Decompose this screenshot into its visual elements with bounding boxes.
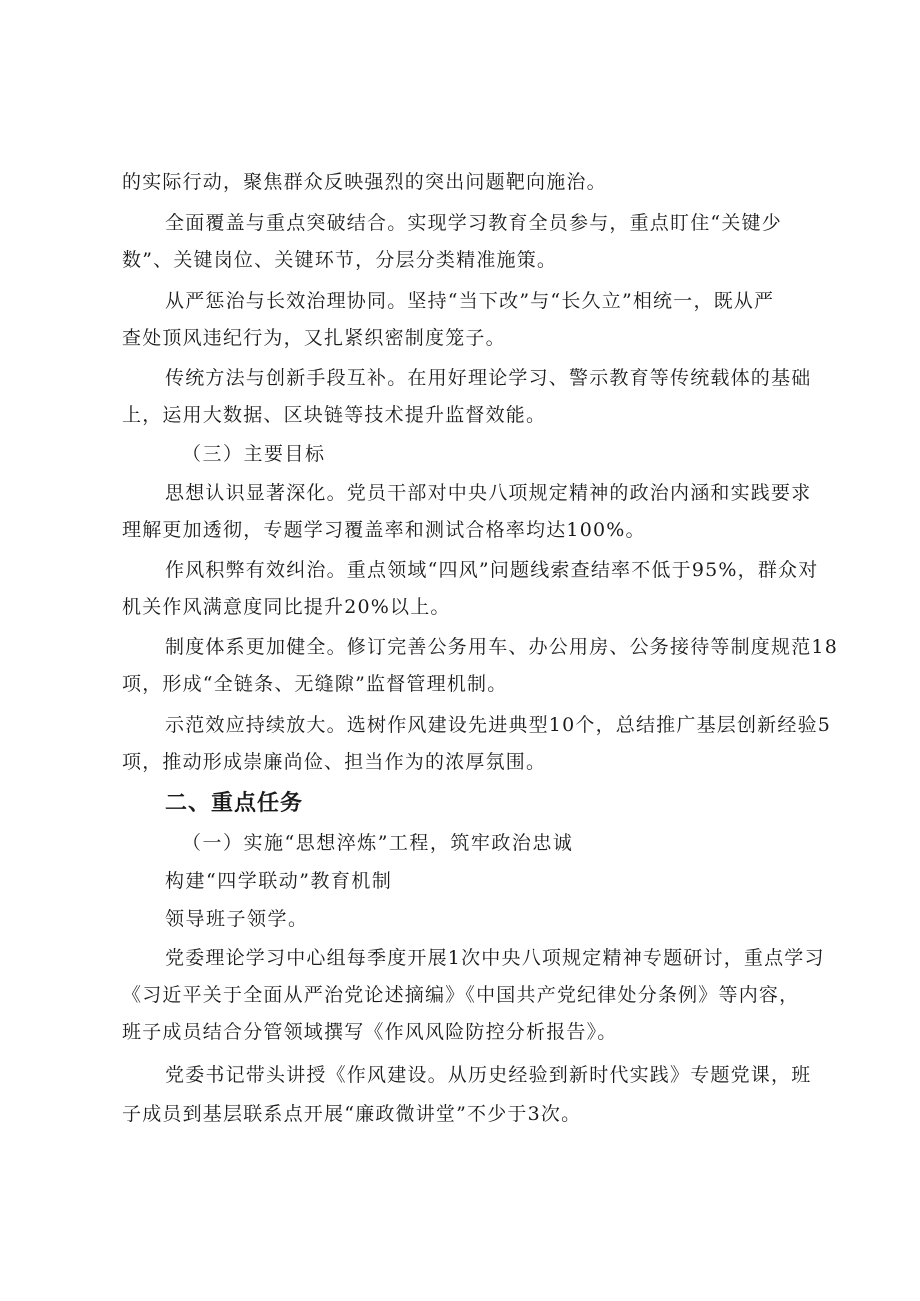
paragraph-line: 的实际行动，聚焦群众反映强烈的突出问题靶向施治。 (122, 171, 607, 193)
paragraph-line: 上，运用大数据、区块链等技术提升监督效能。 (122, 404, 547, 426)
paragraph-line: 思想认识显著深化。党员干部对中央八项规定精神的政治内涵和实践要求 (165, 482, 812, 504)
paragraph-line: 项，推动形成崇廉尚俭、担当作为的浓厚氛围。 (122, 751, 547, 773)
paragraph-line: 示范效应持续放大。选树作风建设先进典型10个，总结推广基层创新经验5 (165, 714, 832, 736)
paragraph-line: 机关作风满意度同比提升20%以上。 (122, 596, 451, 618)
paragraph-line: 理解更加透彻，专题学习覆盖率和测试合格率均达100%。 (122, 519, 646, 541)
paragraph-line: 从严惩治与长效治理协同。坚持“当下改”与“长久立”相统一，既从严 (165, 290, 775, 312)
item-heading: 构建“四学联动”教育机制 (165, 870, 393, 892)
paragraph-line: 制度体系更加健全。修订完善公务用车、办公用房、公务接待等制度规范18 (165, 636, 838, 658)
paragraph-line: 项，形成“全链条、无缝隙”监督管理机制。 (122, 673, 508, 695)
section-heading: 二、重点任务 (165, 791, 304, 816)
paragraph-line: 查处顶风违纪行为，又扎紧织密制度笼子。 (122, 327, 506, 349)
section-subheading: （三）主要目标 (182, 443, 326, 465)
paragraph-line: 党委书记带头讲授《作风建设。从历史经验到新时代实践》专题党课，班 (165, 1064, 812, 1086)
paragraph-line: 作风积弊有效纠治。重点领域“四风”问题线索查结率不低于95%，群众对 (165, 559, 819, 581)
paragraph-line: 子成员到基层联系点开展“廉政微讲堂”不少于3次。 (122, 1103, 582, 1125)
paragraph-line: 党委理论学习中心组每季度开展1次中央八项规定精神专题研讨，重点学习 (165, 947, 825, 969)
section-subheading: （一）实施“思想淬炼”工程，筑牢政治忠诚 (182, 832, 574, 854)
paragraph-line: 数”、关键岗位、关键环节，分层分类精准施策。 (122, 249, 558, 271)
paragraph-line: 全面覆盖与重点突破结合。实现学习教育全员参与，重点盯住“关键少 (165, 212, 782, 234)
paragraph-line: 传统方法与创新手段互补。在用好理论学习、警示教育等传统载体的基础 (165, 367, 812, 389)
paragraph-line: 《习近平关于全面从严治党论述摘编》《中国共产党纪律处分条例》等内容， (122, 984, 800, 1006)
item-subheading: 领导班子领学。 (165, 908, 309, 930)
paragraph-line: 班子成员结合分管领域撰写《作风风险防控分析报告》。 (122, 1021, 618, 1043)
